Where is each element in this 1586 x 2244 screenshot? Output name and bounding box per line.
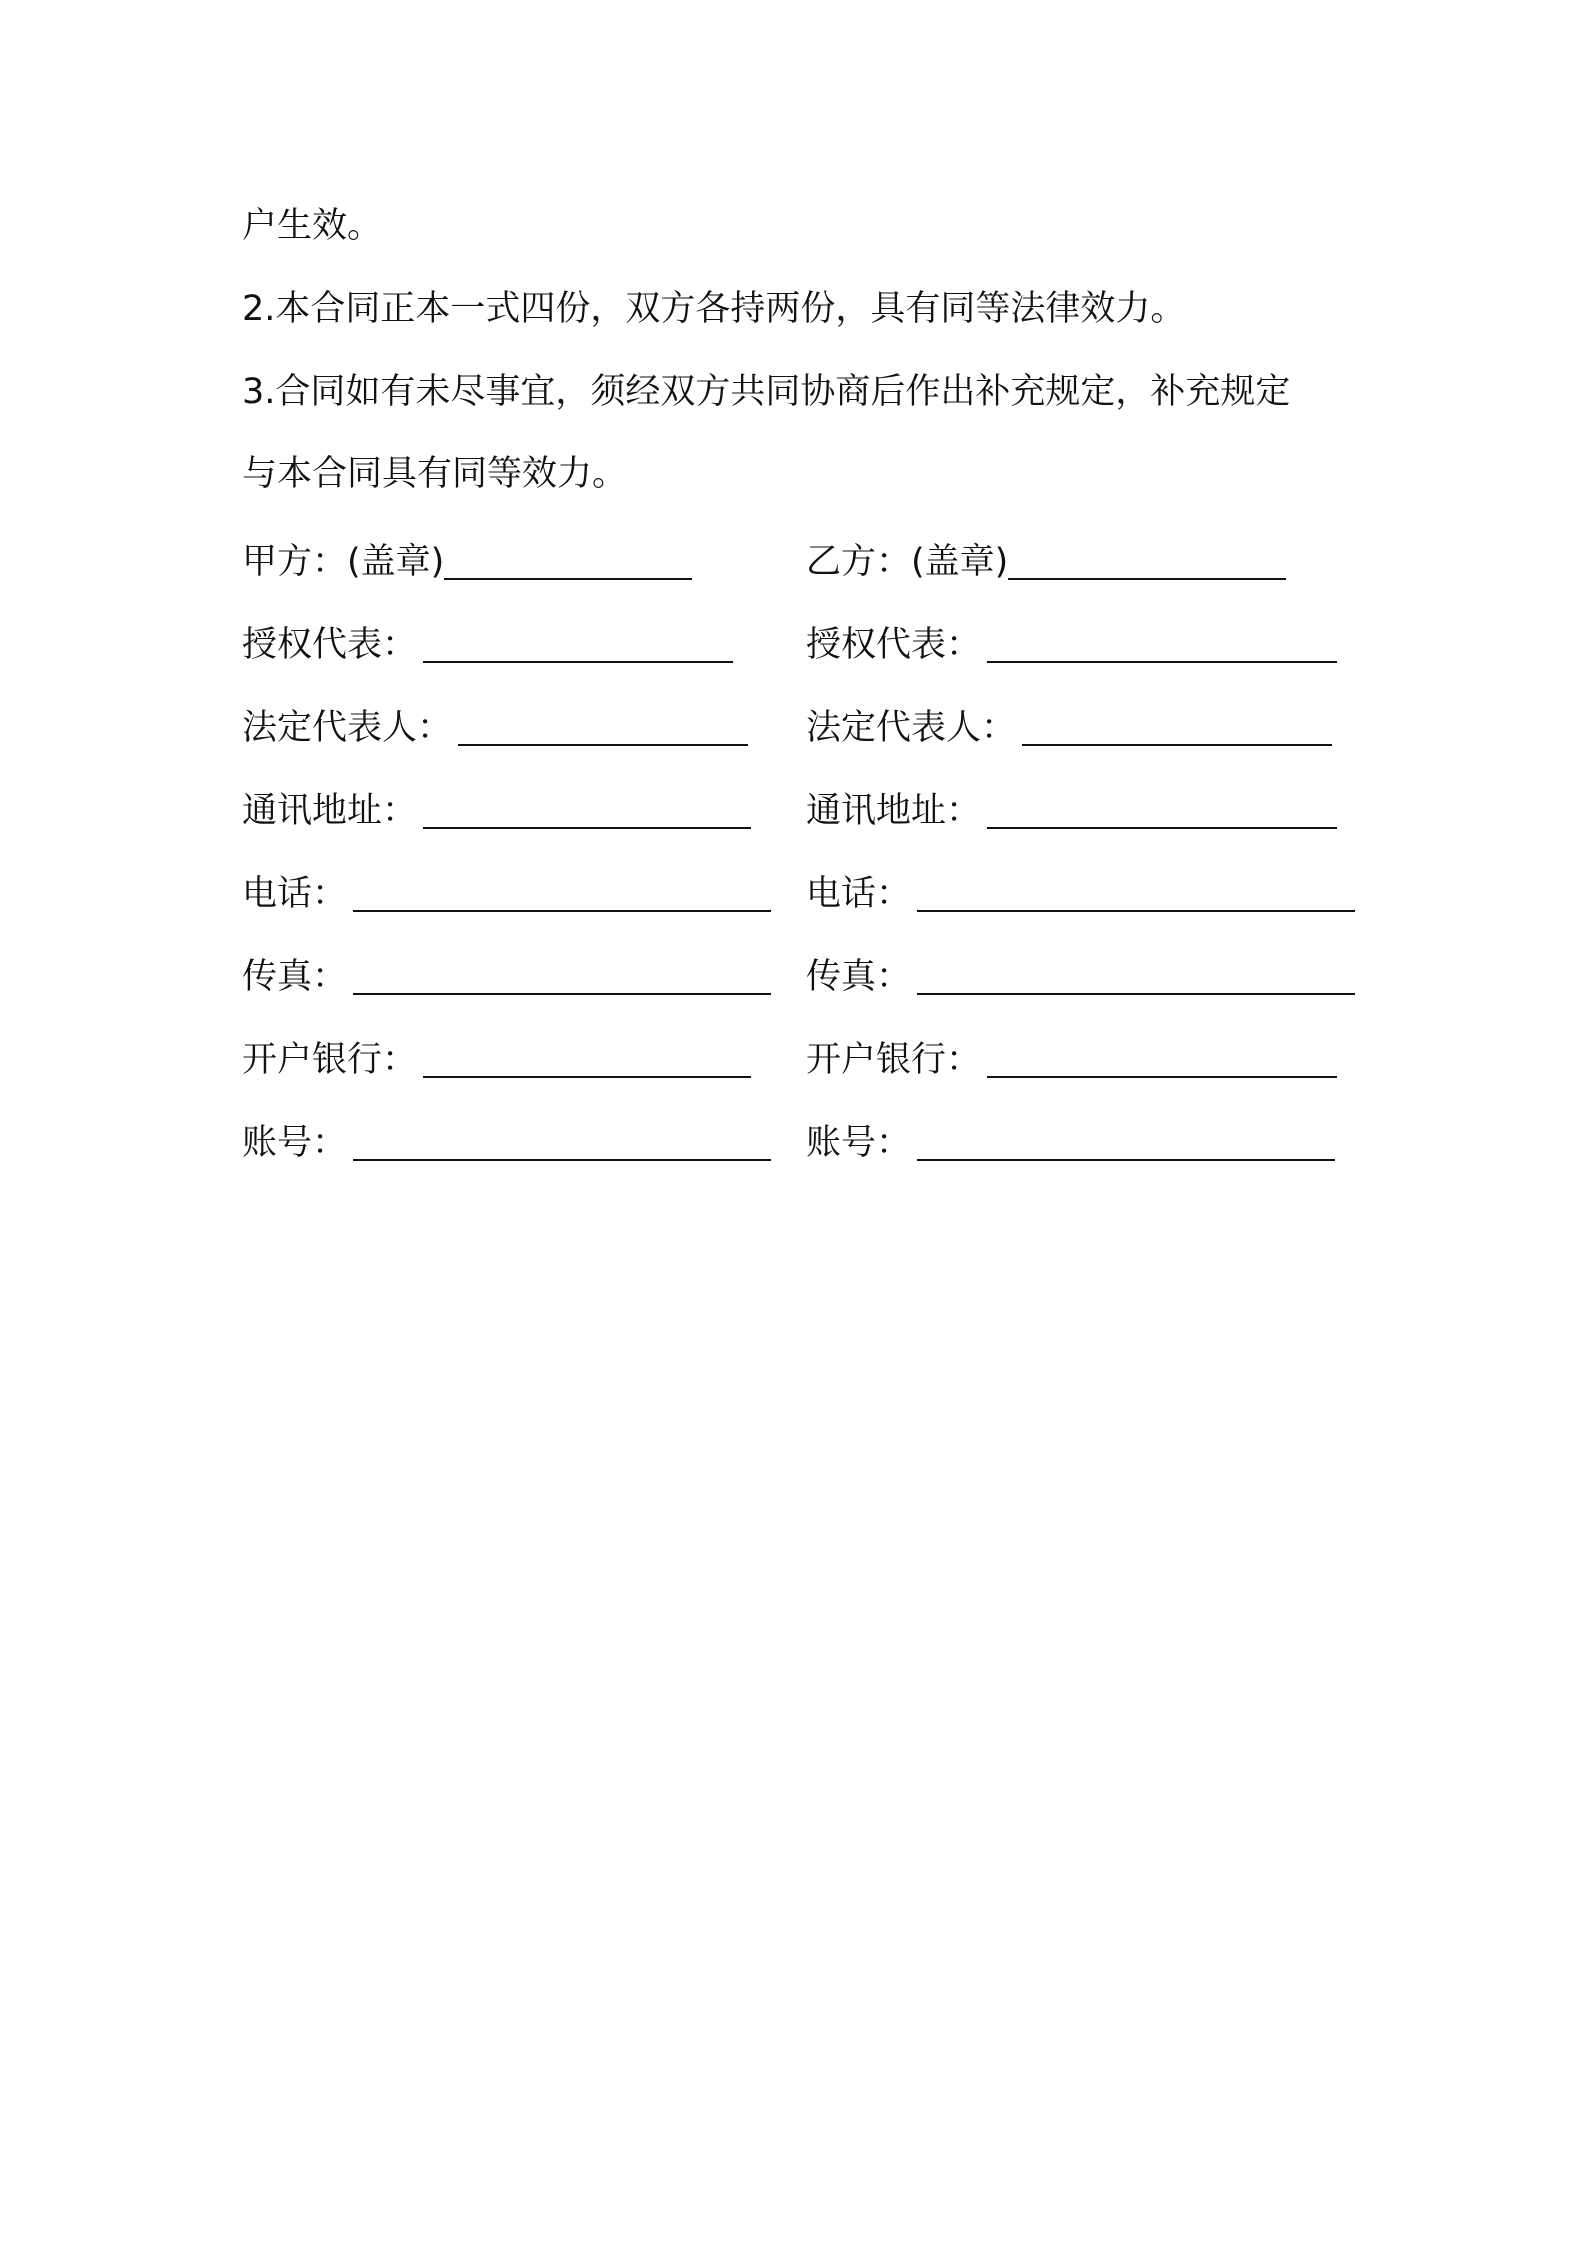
paragraph-clause-3: 3.合同如有未尽事宜，须经双方共同协商后作出补充规定，补充规定	[242, 372, 1291, 412]
party-b-legal-rep-label: 法定代表人：	[806, 708, 1017, 748]
party-a-bank-field[interactable]	[242, 1036, 751, 1084]
row-bank	[0, 1036, 1586, 1084]
party-a-phone-field[interactable]	[242, 870, 771, 918]
paragraph-clause-3-cont: 与本合同具有同等效力。	[242, 454, 628, 494]
party-a-address-field[interactable]	[242, 787, 751, 835]
party-b-fax-blank[interactable]	[917, 953, 1355, 995]
party-a-legal-rep-blank[interactable]	[458, 704, 748, 746]
party-b-account-field[interactable]	[806, 1119, 1335, 1167]
party-a-authorized-rep-field[interactable]	[242, 621, 733, 669]
party-b-authorized-rep-blank[interactable]	[987, 621, 1337, 663]
party-a-legal-rep-label: 法定代表人：	[242, 708, 453, 748]
party-a-account-blank[interactable]	[353, 1119, 771, 1161]
party-b-account-blank[interactable]	[917, 1119, 1335, 1161]
party-a-phone-label: 电话：	[242, 874, 348, 914]
party-a-phone-blank[interactable]	[353, 870, 771, 912]
party-b-account-label: 账号：	[806, 1123, 912, 1163]
party-a-authorized-rep-blank[interactable]	[423, 621, 733, 663]
party-a-address-blank[interactable]	[423, 787, 751, 829]
party-a-fax-field[interactable]	[242, 953, 771, 1001]
row-fax	[0, 953, 1586, 1001]
party-b-address-field[interactable]	[806, 787, 1337, 835]
party-a-bank-blank[interactable]	[423, 1036, 751, 1078]
party-b-fax-label: 传真：	[806, 957, 912, 997]
party-b-address-label: 通讯地址：	[806, 791, 982, 831]
party-a-seal-label: 甲方：(盖章)	[242, 542, 445, 582]
party-a-authorized-rep-label: 授权代表：	[242, 625, 418, 665]
party-a-seal-blank[interactable]	[444, 538, 692, 580]
party-a-account-label: 账号：	[242, 1123, 348, 1163]
party-b-seal-label: 乙方：(盖章)	[806, 542, 1009, 582]
party-a-account-field[interactable]	[242, 1119, 771, 1167]
party-a-legal-rep-field[interactable]	[242, 704, 748, 752]
party-b-seal-blank[interactable]	[1008, 538, 1286, 580]
party-b-seal-field[interactable]	[806, 538, 1286, 586]
party-b-bank-blank[interactable]	[987, 1036, 1337, 1078]
party-b-phone-blank[interactable]	[917, 870, 1355, 912]
party-a-fax-label: 传真：	[242, 957, 348, 997]
party-b-fax-field[interactable]	[806, 953, 1355, 1001]
row-legal-rep	[0, 704, 1586, 752]
party-b-phone-label: 电话：	[806, 874, 912, 914]
party-a-bank-label: 开户银行：	[242, 1040, 418, 1080]
party-b-authorized-rep-label: 授权代表：	[806, 625, 982, 665]
party-a-seal-field[interactable]	[242, 538, 692, 586]
party-b-phone-field[interactable]	[806, 870, 1355, 918]
row-account	[0, 1119, 1586, 1167]
row-phone	[0, 870, 1586, 918]
party-b-bank-field[interactable]	[806, 1036, 1337, 1084]
party-a-fax-blank[interactable]	[353, 953, 771, 995]
row-seal	[0, 538, 1586, 586]
party-a-address-label: 通讯地址：	[242, 791, 418, 831]
party-b-legal-rep-field[interactable]	[806, 704, 1332, 752]
party-b-authorized-rep-field[interactable]	[806, 621, 1337, 669]
row-address	[0, 787, 1586, 835]
paragraph-continuation: 户生效。	[242, 206, 383, 246]
party-b-legal-rep-blank[interactable]	[1022, 704, 1332, 746]
row-authorized-rep	[0, 621, 1586, 669]
party-b-address-blank[interactable]	[987, 787, 1337, 829]
party-b-bank-label: 开户银行：	[806, 1040, 982, 1080]
paragraph-clause-2: 2.本合同正本一式四份，双方各持两份，具有同等法律效力。	[242, 289, 1186, 329]
